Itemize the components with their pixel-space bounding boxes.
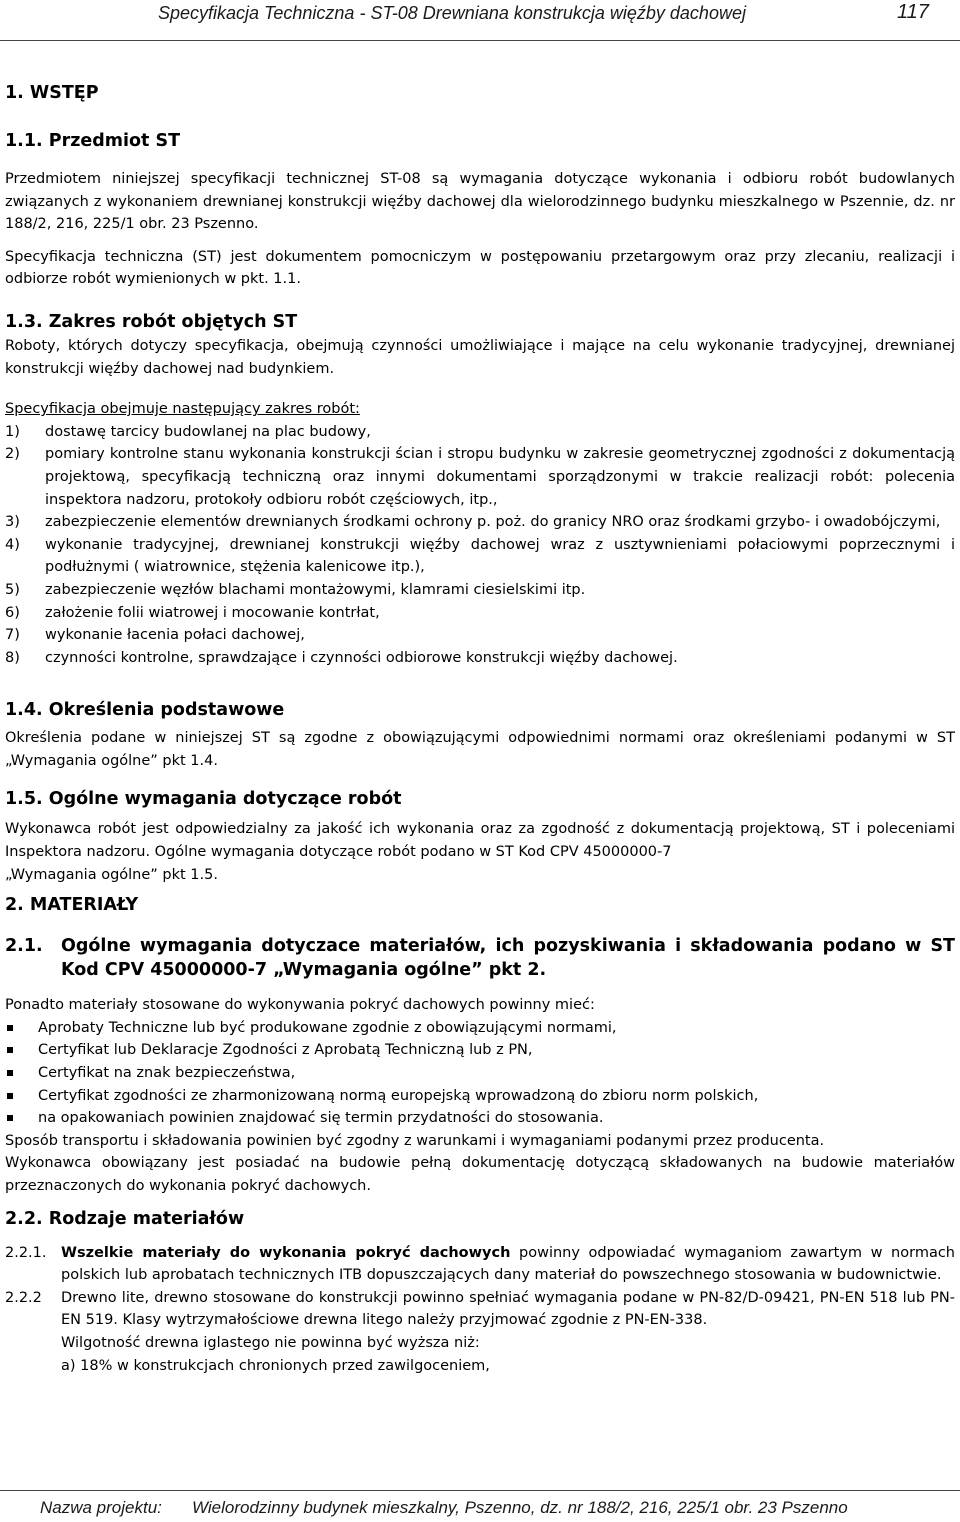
materials-requirement-text: na opakowaniach powinien znajdować się termin przydatności do stosowania. xyxy=(38,1110,604,1127)
section-heading-1-3: 1.3. Zakres robót objętych ST xyxy=(5,311,298,332)
footer-divider xyxy=(0,1490,960,1491)
square-bullet-icon xyxy=(7,1047,13,1053)
header-title: Specyfikacja Techniczna - ST-08 Drewniana konstrukcja więźby dachowej xyxy=(158,3,746,23)
scope-item-text: czynności kontrolne, sprawdzające i czynności odbiorowe konstrukcji więźby dachowej. xyxy=(45,649,678,666)
subsection-2-2-1 xyxy=(5,1242,955,1287)
scope-item-text: pomiary kontrolne stanu wykonania konstrukcji ścian i stropu budynku w zakresie geometrycznej zgodności z dokumentacją projektową, specyfikacją techniczną oraz innymi dokumentami sporządzonymi w trakcie realizacji robót: polecenia inspektora nadzoru, protokoły odbioru robót częściowych, itp., xyxy=(45,446,955,508)
section-heading-2: 2. MATERIAŁY xyxy=(5,895,139,916)
materials-requirement-item xyxy=(5,1062,955,1085)
materials-requirement-item xyxy=(5,1017,955,1040)
materials-requirements-list xyxy=(5,1017,955,1130)
square-bullet-icon xyxy=(7,1025,13,1031)
scope-intro: Specyfikacja obejmuje następujący zakres robót: xyxy=(5,401,360,418)
materials-requirement-text: Certyfikat na znak bezpieczeństwa, xyxy=(38,1065,296,1082)
square-bullet-icon xyxy=(7,1093,13,1099)
scope-item xyxy=(5,624,955,647)
scope-item-number: 8) xyxy=(5,649,20,666)
section-heading-1-5: 1.5. Ogólne wymagania dotyczące robót xyxy=(5,789,402,810)
page-number: 117 xyxy=(897,1,929,23)
moisture-item-a: a) 18% w konstrukcjach chronionych przed zawilgoceniem, xyxy=(61,1357,490,1374)
materials-requirement-item xyxy=(5,1107,955,1130)
materials-requirement-text: Certyfikat zgodności ze zharmonizowaną normą europejską wprowadzoną do zbioru norm polskich, xyxy=(38,1087,759,1104)
scope-item-number: 4) xyxy=(5,536,20,553)
paragraph-definitions: Określenia podane w niniejszej ST są zgodne z obowiązującymi odpowiednimi normami oraz określeniami podanymi w ST „Wymagania ogólne” pkt 1.4. xyxy=(5,730,955,769)
section-heading-2-2: 2.2. Rodzaje materiałów xyxy=(5,1208,245,1229)
scope-item xyxy=(5,534,955,579)
subsection-number: 2.2.2 xyxy=(5,1289,42,1306)
scope-item-text: wykonanie łacenia połaci dachowej, xyxy=(45,627,305,644)
scope-list xyxy=(5,421,955,670)
scope-item-text: wykonanie tradycyjnej, drewnianej konstrukcji więźby dachowej wraz z usztywnieniami połaciowymi poprzecznymi i podłużnymi ( wiatrownice, stężenia kalenicowe itp.), xyxy=(45,536,955,576)
scope-item xyxy=(5,647,955,670)
materials-requirement-text: Certyfikat lub Deklaracje Zgodności z Aprobatą Techniczną lub z PN, xyxy=(38,1042,533,1059)
materials-intro: Ponadto materiały stosowane do wykonywania pokryć dachowych powinny mieć: xyxy=(5,997,595,1014)
paragraph-general-requirements: Wykonawca robót jest odpowiedzialny za jakość ich wykonania oraz za zgodność z dokumentacją projektową, ST i poleceniami Inspektora nadzoru. Ogólne wymagania dotyczące robót podano w ST Kod CPV 45000000-7 xyxy=(5,821,955,861)
scope-item-text: zabezpieczenie elementów drewnianych środkami ochrony p. poż. do granicy NRO oraz środkami grzybo- i owadobójczymi, xyxy=(45,514,941,531)
scope-item-text: dostawę tarcicy budowlanej na plac budowy, xyxy=(45,423,371,440)
subsection-bold-lead: Wszelkie materiały do wykonania pokryć dachowych xyxy=(61,1244,511,1261)
materials-requirement-item xyxy=(5,1085,955,1108)
footer-project-name: Wielorodzinny budynek mieszkalny, Pszenno, dz. nr 188/2, 216, 225/1 obr. 23 Pszenno xyxy=(192,1498,848,1517)
scope-item xyxy=(5,579,955,602)
scope-item-number: 1) xyxy=(5,423,20,440)
scope-item-number: 3) xyxy=(5,514,20,531)
section-heading-1: 1. WSTĘP xyxy=(5,83,99,103)
footer-label: Nazwa projektu: xyxy=(40,1498,162,1517)
subsection-text: powinny odpowiadać wymaganiom zawartym w normach polskich lub aprobatach technicznych ITB dopuszczających dany materiał do powszechnego stosowania w budownictwie. xyxy=(61,1244,955,1284)
scope-item-number: 2) xyxy=(5,446,20,463)
materials-requirement-item xyxy=(5,1039,955,1062)
page-header xyxy=(0,0,960,46)
subsection-number: 2.2.1. xyxy=(5,1244,47,1261)
scope-item-text: założenie folii wiatrowej i mocowanie kontrłat, xyxy=(45,604,380,621)
paragraph-spec-purpose: Specyfikacja techniczna (ST) jest dokumentem pomocniczym w postępowaniu przetargowym oraz przy zlecaniu, realizacji i odbiorze robót wymienionych w pkt. 1.1. xyxy=(5,248,955,288)
scope-item-number: 6) xyxy=(5,604,20,621)
subsection-2-2-2 xyxy=(5,1287,955,1377)
square-bullet-icon xyxy=(7,1070,13,1076)
scope-item-number: 5) xyxy=(5,581,20,598)
scope-item-number: 7) xyxy=(5,627,20,644)
scope-item xyxy=(5,443,955,511)
scope-item xyxy=(5,602,955,625)
paragraph-scope: Roboty, których dotyczy specyfikacja, obejmują czynności umożliwiające i mające na celu wykonanie tradycyjnej, drewnianej konstrukcji więźby dachowej nad budynkiem. xyxy=(5,337,955,377)
materials-requirement-text: Aprobaty Techniczne lub być produkowane zgodnie z obowiązującymi normami, xyxy=(38,1019,617,1036)
scope-item xyxy=(5,421,955,444)
paragraph-transport: Sposób transportu i składowania powinien być zgodny z warunkami i wymaganiami podanymi przez producenta. xyxy=(5,1132,825,1149)
section-number: 2.1. xyxy=(5,936,43,957)
subsection-text: Drewno lite, drewno stosowane do konstrukcji powinno spełniać wymagania podane w PN-82/D-09421, PN-EN 518 lub PN-EN 519. Klasy wytrzymałościowe drewna litego należy przyjmować zgodnie z PN-EN-338. xyxy=(61,1289,955,1329)
scope-item xyxy=(5,511,955,534)
section-title: Ogólne wymagania dotyczace materiałów, ich pozyskiwania i składowania podano w ST Kod CPV 45000000-7 „Wymagania ogólne” pkt 2. xyxy=(61,936,955,981)
paragraph-general-requirements-ref: „Wymagania ogólne” pkt 1.5. xyxy=(5,866,218,883)
paragraph-subject: Przedmiotem niniejszej specyfikacji technicznej ST-08 są wymagania dotyczące wykonania i odbioru robót budowlanych związanych z wykonaniem drewnianej konstrukcji więźby dachowej dla wielorodzinnego budynku mieszkalnego w Pszennie, dz. nr 188/2, 216, 225/1 obr. 23 Pszenno. xyxy=(5,171,955,233)
page-content xyxy=(5,80,955,1377)
section-heading-1-1: 1.1. Przedmiot ST xyxy=(5,131,181,151)
section-heading-2-1 xyxy=(5,934,955,982)
moisture-requirement: Wilgotność drewna iglastego nie powinna być wyższa niż: xyxy=(61,1334,480,1351)
paragraph-storage: Wykonawca obowiązany jest posiadać na budowie pełną dokumentację dotyczącą składowanych na budowie materiałów przeznaczonych do wykonania pokryć dachowych. xyxy=(5,1155,955,1194)
scope-item-text: zabezpieczenie węzłów blachami montażowymi, klamrami ciesielskimi itp. xyxy=(45,581,586,598)
square-bullet-icon xyxy=(7,1115,13,1121)
header-divider xyxy=(0,40,960,41)
section-heading-1-4: 1.4. Określenia podstawowe xyxy=(5,700,285,721)
